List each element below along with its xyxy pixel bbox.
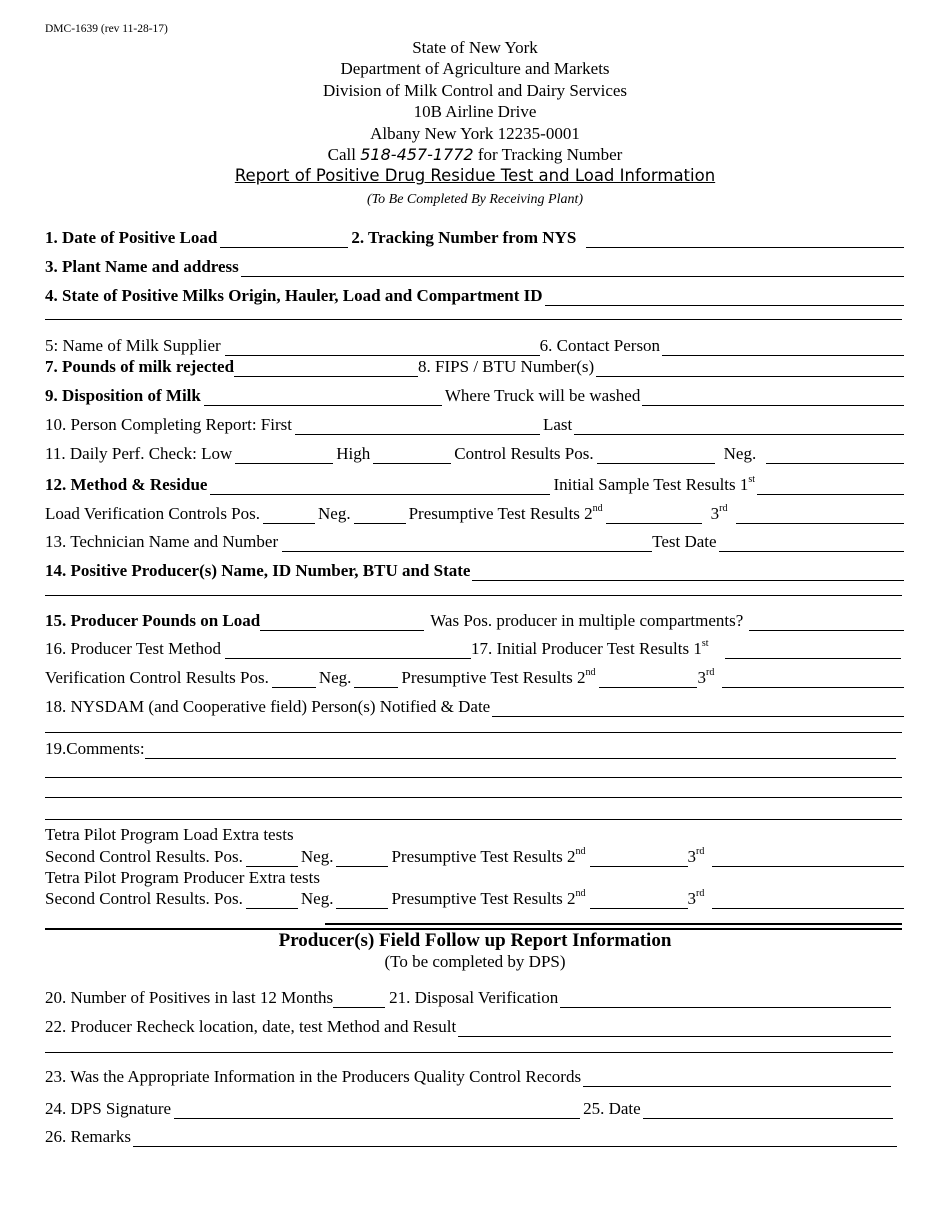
label-person-last: Last — [542, 415, 573, 434]
section-divider-top — [325, 923, 902, 925]
verif-control-neg-field[interactable] — [354, 672, 398, 688]
followup-title: Producer(s) Field Follow up Report Information — [278, 930, 672, 951]
row-verification-control — [45, 666, 906, 688]
comments-field-line3[interactable] — [45, 797, 902, 798]
row-quality-control — [45, 1065, 893, 1087]
phone-number: 518-457-1772 — [360, 145, 474, 165]
header-city: Albany New York 12235-0001 — [370, 123, 580, 143]
header-street: 10B Airline Drive — [413, 102, 537, 122]
header-state: State of New York — [412, 38, 538, 57]
label-tracking-number: 2. Tracking Number from NYS — [351, 228, 577, 247]
row-tetra-load-results — [45, 845, 906, 867]
label-load-verif-neg: Neg. — [318, 504, 351, 523]
label-control-neg: Neg. — [723, 444, 757, 463]
label-tetra-load: Tetra Pilot Program Load Extra tests — [45, 825, 294, 844]
label-contact-person: 6. Contact Person — [539, 336, 661, 355]
label-producer-test-method: 16. Producer Test Method — [45, 639, 222, 658]
label-tetra-load-neg: Neg. — [300, 847, 334, 866]
verif-control-pos-field[interactable] — [272, 672, 316, 688]
comments-field[interactable] — [145, 743, 896, 759]
form-header — [0, 37, 950, 208]
label-plant-number: 3 — [45, 257, 54, 276]
label-tetra-load-3rd: 3rd — [687, 846, 705, 866]
label-producer-recheck: 22. Producer Recheck location, date, test Method and Result — [45, 1017, 457, 1036]
presumptive-3rd-field[interactable] — [736, 508, 905, 524]
label-fips-btu: 8. FIPS / BTU Number(s) — [418, 357, 595, 376]
nysdam-notified-field[interactable] — [492, 701, 904, 717]
date-field[interactable] — [643, 1103, 893, 1119]
label-test-date: Test Date — [652, 532, 717, 551]
label-tetra-load-pos: Second Control Results. Pos. — [45, 847, 243, 866]
label-control-pos: Control Results Pos. — [454, 444, 594, 463]
label-quality-control: 23. Was the Appropriate Information in the Producers Quality Control Records — [45, 1067, 582, 1086]
row-nysdam-notified — [45, 695, 906, 717]
row-plant-name — [45, 255, 906, 277]
dps-signature-field[interactable] — [174, 1103, 580, 1119]
label-comments: 19.Comments: — [45, 739, 145, 758]
label-multiple-compartments: Was Pos. producer in multiple compartments? — [430, 611, 744, 630]
row-producer-test — [45, 637, 906, 659]
label-verif-presumptive-3rd: 3rd — [697, 667, 715, 687]
label-number-positives: 20. Number of Positives in last 12 Months — [45, 988, 334, 1007]
label-plant-name: . Plant Name and address — [53, 257, 239, 276]
row-technician — [45, 530, 906, 552]
method-residue-field[interactable] — [210, 479, 550, 495]
label-load-verif-pos: Load Verification Controls Pos. — [45, 504, 260, 523]
tetra-load-3rd-field[interactable] — [712, 851, 904, 867]
contact-person-field[interactable] — [662, 340, 904, 356]
row-disposition — [45, 384, 906, 406]
label-verif-control-neg: Neg. — [318, 668, 352, 687]
date-positive-load-field[interactable] — [220, 232, 348, 248]
fips-btu-field[interactable] — [596, 361, 904, 377]
row-producer-recheck — [45, 1015, 893, 1037]
label-method-residue: 12. Method & Residue — [45, 475, 208, 494]
header-call-line — [0, 144, 950, 165]
row-pounds-fips — [45, 355, 906, 377]
row-positive-producer — [45, 559, 906, 581]
disposal-verification-field[interactable] — [560, 992, 891, 1008]
state-origin-field-line2[interactable] — [45, 319, 902, 320]
row-method-residue — [45, 473, 906, 495]
multiple-compartments-field[interactable] — [749, 615, 904, 631]
label-presumptive-2nd: Presumptive Test Results 2nd — [408, 503, 603, 523]
producer-pounds-field[interactable] — [260, 615, 424, 631]
label-tetra-producer-3rd: 3rd — [687, 888, 705, 908]
disposition-field[interactable] — [204, 390, 442, 406]
initial-sample-field[interactable] — [757, 479, 904, 495]
person-last-field[interactable] — [574, 419, 904, 435]
tetra-producer-2nd-field[interactable] — [590, 893, 688, 909]
label-tetra-load-2nd: Presumptive Test Results 2nd — [391, 846, 586, 866]
label-truck-washed: Where Truck will be washed — [444, 386, 641, 405]
test-date-field[interactable] — [719, 536, 904, 552]
daily-low-field[interactable] — [235, 448, 333, 464]
control-neg-field[interactable] — [766, 448, 904, 464]
plant-name-field[interactable] — [241, 261, 904, 277]
form-number: DMC-1639 (rev 11-28-17) — [45, 23, 168, 35]
tetra-load-neg-field[interactable] — [336, 851, 388, 867]
tetra-producer-pos-field[interactable] — [246, 893, 298, 909]
tetra-producer-neg-field[interactable] — [336, 893, 388, 909]
label-initial-sample: Initial Sample Test Results 1st — [553, 474, 756, 494]
label-daily-low: 11. Daily Perf. Check: Low — [45, 444, 233, 463]
technician-field[interactable] — [282, 536, 652, 552]
daily-high-field[interactable] — [373, 448, 451, 464]
row-person-completing — [45, 413, 906, 435]
tracking-number-field[interactable] — [586, 232, 904, 248]
comments-field-line4[interactable] — [45, 819, 902, 820]
load-verif-neg-field[interactable] — [354, 508, 406, 524]
row-date-tracking — [45, 226, 906, 248]
milk-supplier-field[interactable] — [225, 340, 540, 356]
label-tetra-producer: Tetra Pilot Program Producer Extra tests — [45, 868, 320, 887]
row-dps-signature — [45, 1097, 895, 1119]
report-title: Report of Positive Drug Residue Test and Load Information — [234, 166, 716, 186]
label-tetra-producer-2nd: Presumptive Test Results 2nd — [391, 888, 586, 908]
label-date-positive-load: 1. Date of Positive Load — [45, 228, 218, 247]
row-producer-pounds — [45, 609, 906, 631]
row-tetra-producer-results — [45, 887, 906, 909]
followup-subtitle: (To be completed by DPS) — [384, 952, 566, 971]
followup-section-header — [0, 930, 950, 972]
report-subtitle: (To Be Completed By Receiving Plant) — [366, 192, 584, 208]
pounds-rejected-field[interactable] — [234, 361, 418, 377]
label-tetra-producer-neg: Neg. — [300, 889, 334, 908]
label-nysdam-notified: 18. NYSDAM (and Cooperative field) Person(s) Notified & Date — [45, 697, 491, 716]
row-daily-perf — [45, 442, 906, 464]
row-load-verification — [45, 502, 906, 524]
call-prefix: Call — [327, 145, 356, 165]
verif-presumptive-3rd-field[interactable] — [722, 672, 904, 688]
label-daily-high: High — [336, 444, 371, 463]
producer-test-method-field[interactable] — [225, 643, 471, 659]
row-tetra-producer-heading — [45, 866, 906, 888]
row-tetra-load-heading — [45, 823, 906, 845]
load-verif-pos-field[interactable] — [263, 508, 315, 524]
tetra-load-2nd-field[interactable] — [590, 851, 688, 867]
tetra-producer-3rd-field[interactable] — [712, 893, 904, 909]
header-department: Department of Agriculture and Markets — [340, 59, 610, 79]
label-milk-supplier: 5: Name of Milk Supplier — [45, 336, 221, 355]
call-suffix: for Tracking Number — [477, 145, 623, 165]
label-positive-producer: 14. Positive Producer(s) Name, ID Number, BTU and State — [45, 561, 471, 580]
quality-control-field[interactable] — [583, 1071, 891, 1087]
label-remarks: 26. Remarks — [45, 1127, 131, 1146]
state-origin-field[interactable] — [545, 290, 904, 306]
control-pos-field[interactable] — [597, 448, 715, 464]
positive-producer-field-line2[interactable] — [45, 595, 902, 596]
label-date: 25. Date — [583, 1099, 641, 1118]
positive-producer-field[interactable] — [472, 565, 904, 581]
label-verif-presumptive-2nd: Presumptive Test Results 2nd — [401, 667, 596, 687]
label-presumptive-3rd: 3rd — [710, 503, 728, 523]
label-tetra-producer-pos: Second Control Results. Pos. — [45, 889, 243, 908]
header-division: Division of Milk Control and Dairy Services — [322, 80, 628, 100]
producer-recheck-field-line2[interactable] — [45, 1052, 893, 1053]
presumptive-2nd-field[interactable] — [606, 508, 702, 524]
label-state-origin: 4. State of Positive Milks Origin, Hauler, Load and Compartment ID — [45, 286, 543, 305]
label-technician: 13. Technician Name and Number — [45, 532, 279, 551]
initial-producer-results-field[interactable] — [725, 643, 901, 659]
row-supplier-contact — [45, 334, 906, 356]
row-positives-disposal — [45, 986, 893, 1008]
person-first-field[interactable] — [295, 419, 540, 435]
producer-recheck-field[interactable] — [458, 1021, 891, 1037]
label-dps-signature: 24. DPS Signature — [45, 1099, 172, 1118]
truck-washed-field[interactable] — [642, 390, 904, 406]
number-positives-field[interactable] — [333, 992, 385, 1008]
label-pounds-rejected: 7. Pounds of milk rejected — [45, 357, 235, 376]
verif-presumptive-2nd-field[interactable] — [599, 672, 697, 688]
row-remarks — [45, 1125, 899, 1147]
row-state-origin — [45, 284, 906, 306]
tetra-load-pos-field[interactable] — [246, 851, 298, 867]
label-person-first: 10. Person Completing Report: First — [45, 415, 292, 434]
comments-field-line2[interactable] — [45, 777, 902, 778]
label-producer-pounds: 15. Producer Pounds on Load — [45, 611, 261, 630]
row-comments — [45, 737, 898, 759]
label-verif-control-pos: Verification Control Results Pos. — [45, 668, 269, 687]
label-disposal-verification: 21. Disposal Verification — [389, 988, 559, 1007]
nysdam-notified-field-line2[interactable] — [45, 732, 902, 733]
label-disposition: 9. Disposition of Milk — [45, 386, 201, 405]
remarks-field[interactable] — [133, 1131, 897, 1147]
label-initial-producer-results: 17. Initial Producer Test Results 1st — [471, 638, 709, 658]
